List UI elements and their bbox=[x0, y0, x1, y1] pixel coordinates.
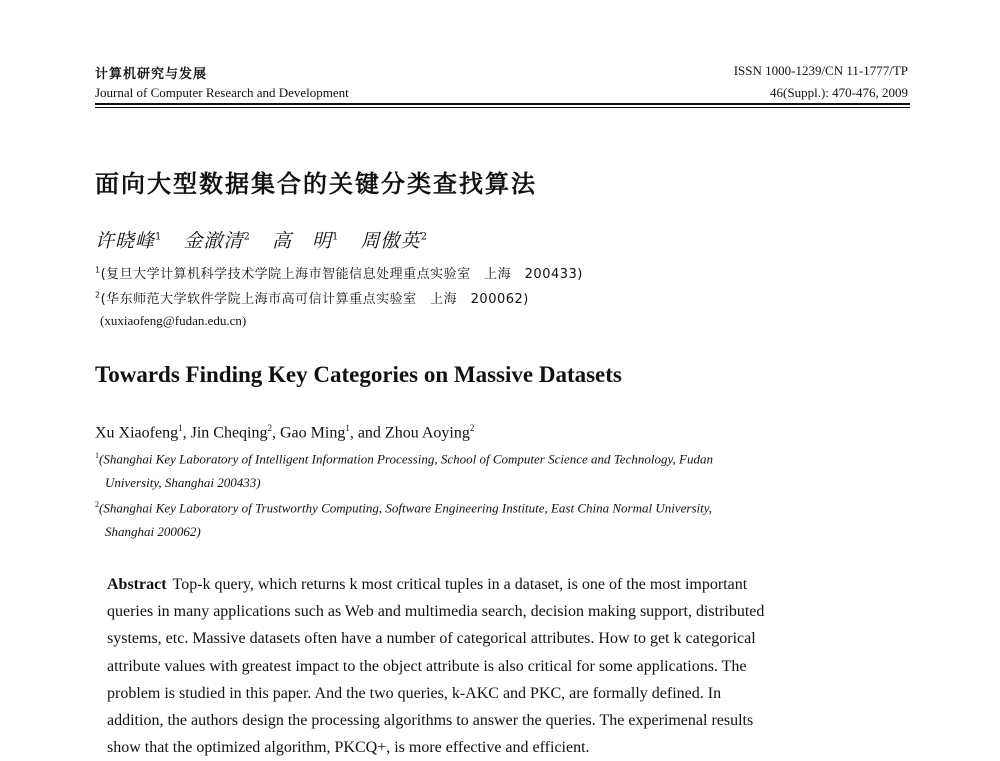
affiliation-cn-2 bbox=[95, 288, 529, 307]
affiliation-text: (复旦大学计算机科学技术学院上海市智能信息处理重点实验室 上海 200433) bbox=[100, 267, 583, 282]
author-cn: 金澈清 bbox=[183, 230, 244, 252]
affiliation-text: (Shanghai Key Laboratory of Intelligent Information Processing, School of Computer Science and Technology, Fudan bbox=[99, 451, 713, 467]
affiliation-sup: 2 bbox=[95, 500, 99, 509]
author-email: (xuxiaofeng@fudan.edu.cn) bbox=[100, 313, 247, 328]
author-sup: 1 bbox=[332, 231, 340, 243]
author-sup: 1 bbox=[155, 231, 163, 243]
affiliation-cn-1 bbox=[95, 263, 583, 282]
author-en: Gao Ming bbox=[279, 424, 346, 442]
abstract-label: Abstract bbox=[107, 576, 167, 593]
author-sep: , bbox=[271, 424, 280, 442]
affiliation-en-2-cont: Shanghai 200062) bbox=[105, 524, 201, 539]
author-sup: 2 bbox=[267, 423, 272, 433]
paper-title-en: Towards Finding Key Categories on Massive Datasets bbox=[95, 362, 622, 387]
abstract-text: Top-k query, which returns k most critical tuples in a dataset, is one of the most important bbox=[172, 576, 748, 593]
paper-title-cn: 面向大型数据集合的关键分类查找算法 bbox=[95, 170, 537, 198]
affiliation-sup: 1 bbox=[95, 451, 99, 460]
abstract-line: systems, etc. Massive datasets often have a number of categorical attributes. How to get k categorical bbox=[107, 630, 756, 648]
abstract-line: addition, the authors design the processing algorithms to answer the queries. The experimenal results bbox=[107, 712, 754, 730]
authors-cn bbox=[95, 226, 428, 253]
abstract-line: queries in many applications such as Web and multimedia search, decision making support, distributed bbox=[107, 603, 765, 621]
abstract-line: attribute values with greatest impact to the object attribute is also critical for some applications. The bbox=[107, 657, 747, 675]
author-sup: 1 bbox=[345, 423, 350, 433]
author-sep: , and bbox=[349, 424, 385, 442]
affiliation-text: (Shanghai Key Laboratory of Trustworthy Computing, Software Engineering Institute, East China Normal University, bbox=[99, 500, 713, 516]
authors-en bbox=[95, 423, 474, 442]
author-sup: 1 bbox=[178, 423, 183, 433]
affiliation-en-1-cont: University, Shanghai 200433) bbox=[105, 475, 261, 490]
author-cn: 高 明 bbox=[272, 230, 333, 252]
issn: ISSN 1000-1239/CN 11-1777/TP bbox=[733, 63, 908, 78]
affiliation-sup: 1 bbox=[95, 265, 101, 275]
abstract bbox=[107, 571, 900, 761]
affiliation-text: (华东师范大学软件学院上海市高可信计算重点实验室 上海 200062) bbox=[100, 292, 529, 307]
author-en: Jin Cheqing bbox=[190, 424, 268, 442]
author-cn: 周傲英 bbox=[360, 230, 421, 252]
header-rule-thick bbox=[95, 103, 910, 105]
abstract-line: problem is studied in this paper. And the two queries, k-AKC and PKC, are formally defined. In bbox=[107, 684, 722, 702]
author-en: Zhou Aoying bbox=[384, 424, 470, 442]
abstract-line bbox=[107, 571, 900, 598]
journal-name-en: Journal of Computer Research and Development bbox=[95, 85, 349, 100]
header-rule-thin bbox=[95, 107, 910, 108]
affiliation-en-1 bbox=[95, 451, 713, 467]
author-sup: 2 bbox=[420, 231, 428, 243]
author-en: Xu Xiaofeng bbox=[95, 424, 179, 442]
affiliation-en-2 bbox=[95, 500, 712, 516]
affiliation-sup: 2 bbox=[95, 290, 101, 300]
author-cn: 许晓峰 bbox=[95, 230, 156, 252]
volume-pages: 46(Suppl.): 470-476, 2009 bbox=[770, 85, 908, 100]
author-sep: , bbox=[182, 424, 191, 442]
author-sup: 2 bbox=[469, 423, 475, 433]
author-sup: 2 bbox=[243, 231, 251, 243]
abstract-line: show that the optimized algorithm, PKCQ+, is more effective and efficient. bbox=[107, 739, 590, 757]
journal-name-cn: 计算机研究与发展 bbox=[95, 66, 208, 81]
